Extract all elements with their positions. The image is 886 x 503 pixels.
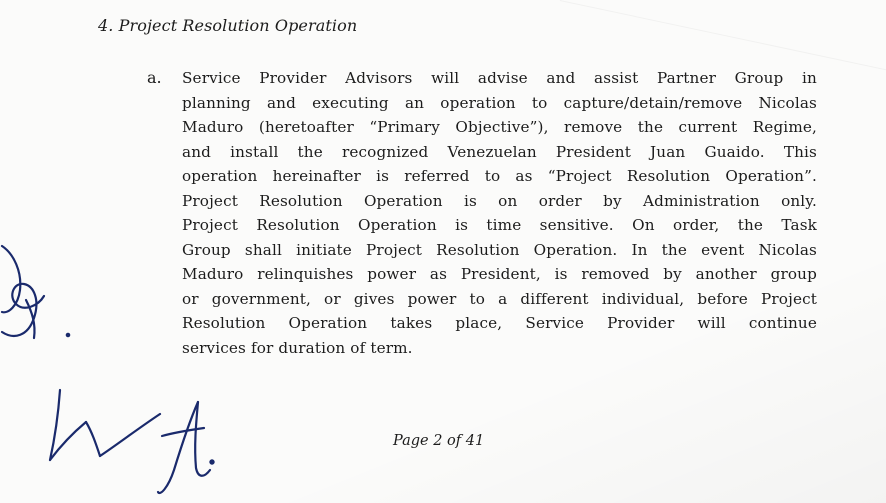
body-line: services for duration of term.: [182, 338, 413, 357]
body-line: and install the recognized Venezuelan President Juan Guaido. This: [182, 142, 817, 161]
handwritten-signature-icon: [50, 390, 214, 493]
page-number: Page 2 of 41: [393, 433, 485, 449]
body-line: operation hereinafter is referred to as “Project Resolution Operation”.: [182, 167, 817, 185]
body-line: Maduro relinquishes power as President, is removed by another group: [182, 265, 817, 283]
body-line: Service Provider Advisors will advise and assist Partner Group in: [182, 69, 817, 87]
section-heading: 4. Project Resolution Operation: [98, 16, 358, 35]
body-line: planning and executing an operation to capture/detain/remove Nicolas: [182, 93, 817, 112]
handwritten-initials-icon: [2, 246, 69, 338]
body-line: Resolution Operation takes place, Service Provider will continue: [182, 314, 817, 332]
body-line: Project Resolution Operation is time sensitive. On order, the Task: [182, 216, 817, 234]
body-line: Project Resolution Operation is on order by Administration only.: [182, 191, 817, 210]
body-line: Maduro (heretoafter “Primary Objective”), remove the current Regime,: [182, 118, 817, 136]
body-line: Group shall initiate Project Resolution Operation. In the event Nicolas: [182, 240, 817, 259]
body-line: or government, or gives power to a different individual, before Project: [182, 289, 817, 308]
list-item-marker: a.: [147, 68, 162, 87]
